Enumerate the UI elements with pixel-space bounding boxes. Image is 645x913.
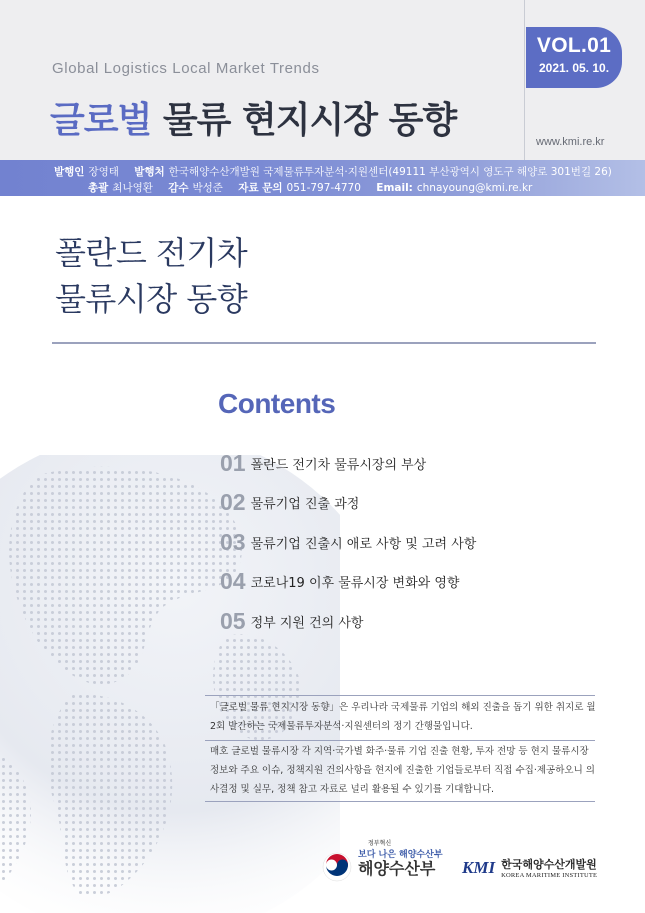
contact-label: 자료 문의 [238, 182, 283, 194]
toc-number: 04 [220, 568, 246, 594]
description-paragraph-2: 매호 글로벌 물류시장 각 지역·국가별 화주·물류 기업 진출 현황, 투자 전망 등 현지 물류시장 정보와 주요 이슈, 정책지원 건의사항을 현지에 진출한 기업들로부터 직접 수집·제공하오니 의사결정 및 실무, 정책 참고 자료로 널리 활용될 수 있기를 기대합니다. [210, 746, 595, 795]
toc-number: 05 [220, 608, 246, 634]
toc-text: 정부 지원 건의 사항 [250, 616, 364, 631]
header-divider [524, 0, 525, 160]
contents-heading: Contents [218, 388, 336, 419]
document-title-line2: 물류시장 동향 [55, 280, 248, 318]
toc-number: 01 [220, 450, 246, 476]
contact-phone: 051-797-4770 [286, 182, 361, 194]
volume-number: VOL.01 [536, 34, 612, 57]
supervisor-label: 총괄 [88, 182, 109, 194]
ministry-logo [322, 852, 435, 882]
toc-text: 물류기업 진출 과정 [250, 497, 360, 512]
publisher-value: 장영태 [88, 166, 119, 178]
reviewer-label: 감수 [168, 182, 189, 194]
toc-text: 물류기업 진출시 애로 사항 및 고려 사항 [250, 537, 477, 552]
document-title [55, 230, 247, 322]
kmi-mark-icon: KMI [462, 857, 496, 877]
toc-item[interactable] [220, 529, 476, 556]
toc-text: 폴란드 전기차 물류시장의 부상 [250, 458, 427, 473]
header-subtitle-en: Global Logistics Local Market Trends [52, 60, 320, 77]
toc-number: 03 [220, 529, 246, 555]
website-url[interactable]: www.kmi.re.kr [536, 136, 605, 148]
taegeuk-emblem-icon [322, 852, 352, 882]
toc-item[interactable] [220, 608, 363, 635]
description-paragraph-1: 「글로벌 물류 현지시장 동향」은 우리나라 국제물류 기업의 해외 진출을 돕기 위한 취지로 월 2회 발간하는 국제물류투자분석·지원센터의 정기 간행물입니다. [210, 702, 596, 732]
slogan-main-text: 보다 나은 해양수산부 [358, 850, 443, 860]
info-row-1 [54, 164, 624, 179]
toc-item[interactable] [220, 568, 459, 595]
issue-date: 2021. 05. 10. [538, 61, 610, 75]
toc-number: 02 [220, 489, 246, 515]
kmi-logo [462, 856, 597, 879]
publication-title [50, 92, 456, 143]
contact-email[interactable]: chnayoung@kmi.re.kr [416, 182, 533, 194]
title-divider [52, 342, 596, 344]
header-band [0, 0, 645, 160]
kmi-names [501, 856, 597, 879]
issuer-value: 한국해양수산개발원 국제물류투자분석·지원센터(49111 부산광역시 영도구 해양로 301번길 26) [168, 166, 612, 178]
description-bottom-rule [205, 801, 595, 802]
info-row-2 [88, 180, 544, 195]
publication-title-main: 물류 현지시장 동향 [162, 100, 457, 141]
volume-badge [526, 27, 622, 88]
kmi-name-english: KOREA MARITIME INSTITUTE [501, 872, 598, 879]
kmi-name-korean: 한국해양수산개발원 [501, 858, 597, 871]
description-top-rule [205, 695, 595, 696]
publisher-label: 발행인 [54, 166, 85, 178]
issuer-label: 발행처 [134, 166, 165, 178]
publication-title-accent: 글로벌 [50, 100, 152, 141]
reviewer-value: 박성준 [192, 182, 223, 194]
document-title-line1: 폴란드 전기차 [55, 234, 248, 272]
publication-info-bar [0, 160, 645, 196]
ministry-name: 해양수산부 [358, 858, 436, 878]
supervisor-value: 최나영환 [112, 182, 153, 194]
email-label: Email: [376, 182, 413, 194]
slogan-small-text: 정부혁신 [368, 840, 392, 847]
toc-item[interactable] [220, 450, 426, 477]
dotted-globe-graphic [0, 455, 340, 913]
toc-item[interactable] [220, 489, 359, 516]
description-middle-rule [205, 740, 595, 741]
toc-text: 코로나19 이후 물류시장 변화와 영향 [250, 576, 460, 591]
